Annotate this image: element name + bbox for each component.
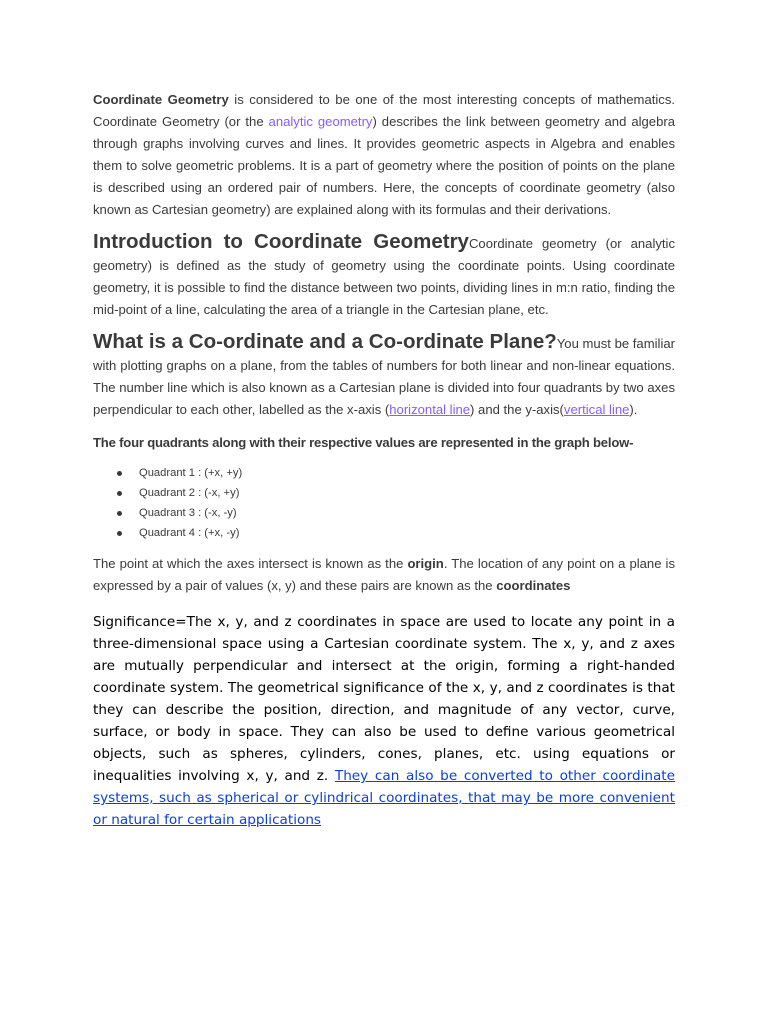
list-item-quadrant-1: Quadrant 1 : (+x, +y) bbox=[139, 463, 675, 483]
list-item-quadrant-2: Quadrant 2 : (-x, +y) bbox=[139, 483, 675, 503]
intro-section-text: Coordinate geometry (or analytic geometry) is defined as the study of geometry using the coordinate points. Using coordinate geometry, it is possible to find the distance between two points, dividing lines in m:n ratio, finding the mid-point of a line, calculating the area of a triangle in the Cartesian plane, etc. bbox=[93, 236, 675, 317]
list-item-quadrant-3: Quadrant 3 : (-x, -y) bbox=[139, 503, 675, 523]
origin-term: origin bbox=[407, 556, 444, 571]
intro-paragraph bbox=[93, 89, 675, 221]
significance-text: Significance=The x, y, and z coordinates in space are used to locate any point in a three-dimensional space using a Cartesian coordinate system. The x, y, and z axes are mutually perpendicular and intersect at the origin, forming a right-handed coordinate system. The geometrical significance of the x, y, and z coordinates is that they can describe the position, direction, and magnitude of any vector, curve, surface, or body in space. They can also be used to define various geometrical objects, such as spheres, cylinders, cones, planes, etc. using equations or inequalities involving x, y, and z. bbox=[93, 614, 675, 784]
horizontal-line-link[interactable]: horizontal line bbox=[389, 402, 471, 417]
coordinate-plane-text-1: You must be familiar with plotting graphs on a plane, from the tables of numbers for both linear and non-linear equations. The number line which is also known as a Cartesian plane is divided into four quadrants by two axes perpendicular to each other, labelled as the x-axis ( bbox=[93, 336, 675, 417]
coordinate-plane-heading: What is a Co-ordinate and a Co-ordinate Plane? bbox=[93, 330, 557, 353]
document-body bbox=[93, 89, 675, 831]
intro-text-1: is considered to be one of the most interesting concepts of mathematics. Coordinate Geometry (or the bbox=[93, 92, 676, 129]
significance-paragraph bbox=[93, 611, 675, 831]
conversion-link[interactable]: They can also be converted to other coordinate systems, such as spherical or cylindrical coordinates, that may be more convenient or natural for certain applications bbox=[93, 768, 675, 828]
analytic-geometry-link[interactable]: analytic geometry bbox=[268, 114, 373, 129]
quadrants-heading: The four quadrants along with their respective values are represented in the graph below- bbox=[93, 435, 634, 450]
intro-heading: Introduction to Coordinate Geometry bbox=[93, 230, 469, 253]
coordinates-term: coordinates bbox=[496, 578, 571, 593]
intro-text-2: ) describes the link between geometry and algebra through graphs involving curves and lines. It provides geometric aspects in Algebra and enables them to solve geometric problems. It is a part of geometry where the position of points on the plane is described using an ordered pair of numbers. Here, the concepts of coordinate geometry (also known as Cartesian geometry) are explained along with its formulas and their derivations. bbox=[93, 114, 675, 217]
origin-paragraph bbox=[93, 553, 675, 597]
vertical-line-link[interactable]: vertical line bbox=[563, 402, 630, 417]
origin-text-1: The point at which the axes intersect is known as the bbox=[93, 556, 408, 571]
intro-term: Coordinate Geometry bbox=[93, 92, 229, 107]
list-item-quadrant-4: Quadrant 4 : (+x, -y) bbox=[139, 523, 675, 543]
coordinate-plane-text-2: ) and the y-axis( bbox=[470, 402, 564, 417]
quadrant-list bbox=[93, 463, 675, 543]
coordinate-plane-text-3: ). bbox=[629, 402, 638, 417]
origin-text-2: . The location of any point on a plane is expressed by a pair of values (x, y) and these pairs are known as the bbox=[93, 556, 675, 593]
coordinate-plane-section bbox=[93, 331, 675, 421]
intro-section bbox=[93, 231, 675, 321]
